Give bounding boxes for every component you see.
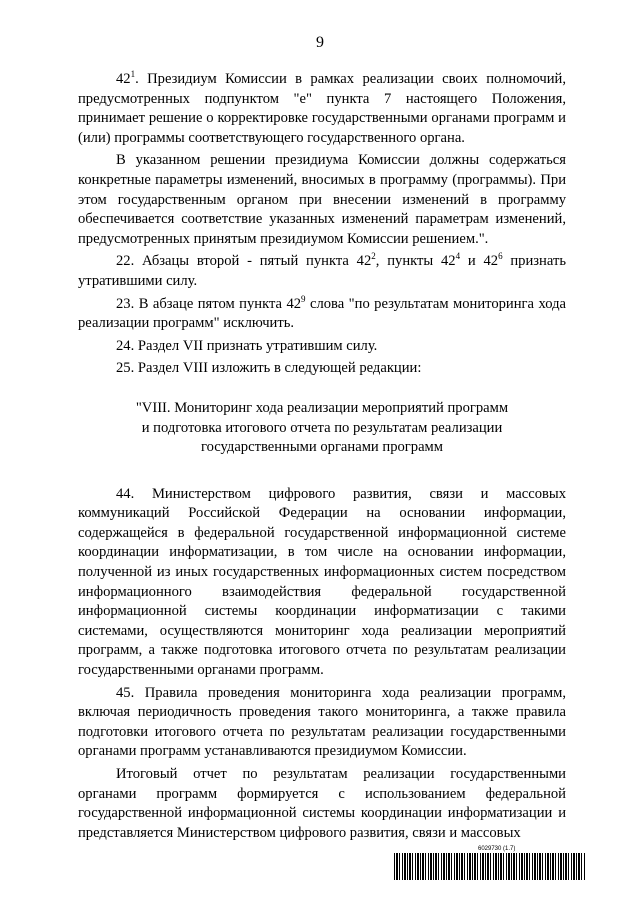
text-run: 42 (116, 71, 131, 87)
superscript: 1 (130, 69, 136, 79)
paragraph-final-report: Итоговый отчет по результатам реализации государственными органами программ формируется с использованием федеральной государственной информационной системы координации информатизации и представляется Министерством цифрового развития, связи и массовых (78, 766, 566, 841)
paragraph-42-1 (78, 70, 566, 148)
superscript: 4 (455, 251, 461, 262)
barcode-block (394, 846, 586, 880)
superscript: 6 (498, 251, 503, 262)
barcode-code: 6029730 (1.7) (478, 846, 516, 852)
barcode-icon (394, 853, 586, 880)
paragraph-decision-params: В указанном решении президиума Комиссии должны содержаться конкретные параметры изменений, вносимых в программу (программы). При этом государственным органом при внесении изменений в программу обеспечивается соответствие указанных изменений параметрам изменений, предусмотренных принятым президиумом Комиссии решением.". (78, 152, 566, 247)
item-22 (78, 252, 566, 291)
text-run: слова "по результатам мониторинга хода реализации программ" исключить. (78, 295, 566, 332)
text-run: , пункты 42 (375, 253, 456, 270)
text-run: признать утратившими силу. (78, 253, 566, 289)
item-23 (78, 295, 566, 334)
text-run: 23. В абзаце пятом пункта 42 (116, 295, 302, 312)
text-run: . Президиум Комиссии в рамках реализации своих полномочий, предусмотренных подпунктом "е" пункта 7 настоящего Положения, принимает решение о корректировке государственными органами программ и (или) программы соответствующего государственного органа. (78, 71, 566, 146)
text-run: 22. Абзацы второй - пятый пункта 42 (116, 253, 372, 270)
item-44: 44. Министерством цифрового развития, связи и массовых коммуникаций Российской Федерации на основании информации, содержащейся в федеральной государственной информационной системе координации информатизации, в том числе на основании информации, полученной из иных государственных информационных систем посредством информационного взаимодействия федеральной государственной информационной системы координации информатизации с такими системами, осуществляются мониторинг хода реализации мероприятий программ, а также подготовка итогового отчета по результатам реализации государственными органами программ. (78, 485, 566, 679)
section-heading (78, 399, 566, 458)
section-heading-line: государственными органами программ (200, 439, 444, 456)
item-45: 45. Правила проведения мониторинга хода реализации программ, включая периодичность проведения такого мониторинга, а также правила подготовки итогового отчета по результатам реализации государственными органами программ устанавливаются президиумом Комиссии. (78, 684, 566, 760)
document-body (78, 70, 566, 843)
item-25: 25. Раздел VIII изложить в следующей редакции: (116, 360, 422, 377)
superscript: 9 (301, 293, 306, 304)
section-heading-line: и подготовка итогового отчета по результатам реализации (141, 419, 503, 436)
superscript: 2 (371, 251, 376, 262)
section-heading-line: "VIII. Мониторинг хода реализации мероприятий программ (135, 399, 509, 416)
text-run: и 42 (460, 253, 499, 270)
item-24: 24. Раздел VII признать утратившим силу. (116, 337, 378, 354)
page-number: 9 (316, 34, 324, 51)
